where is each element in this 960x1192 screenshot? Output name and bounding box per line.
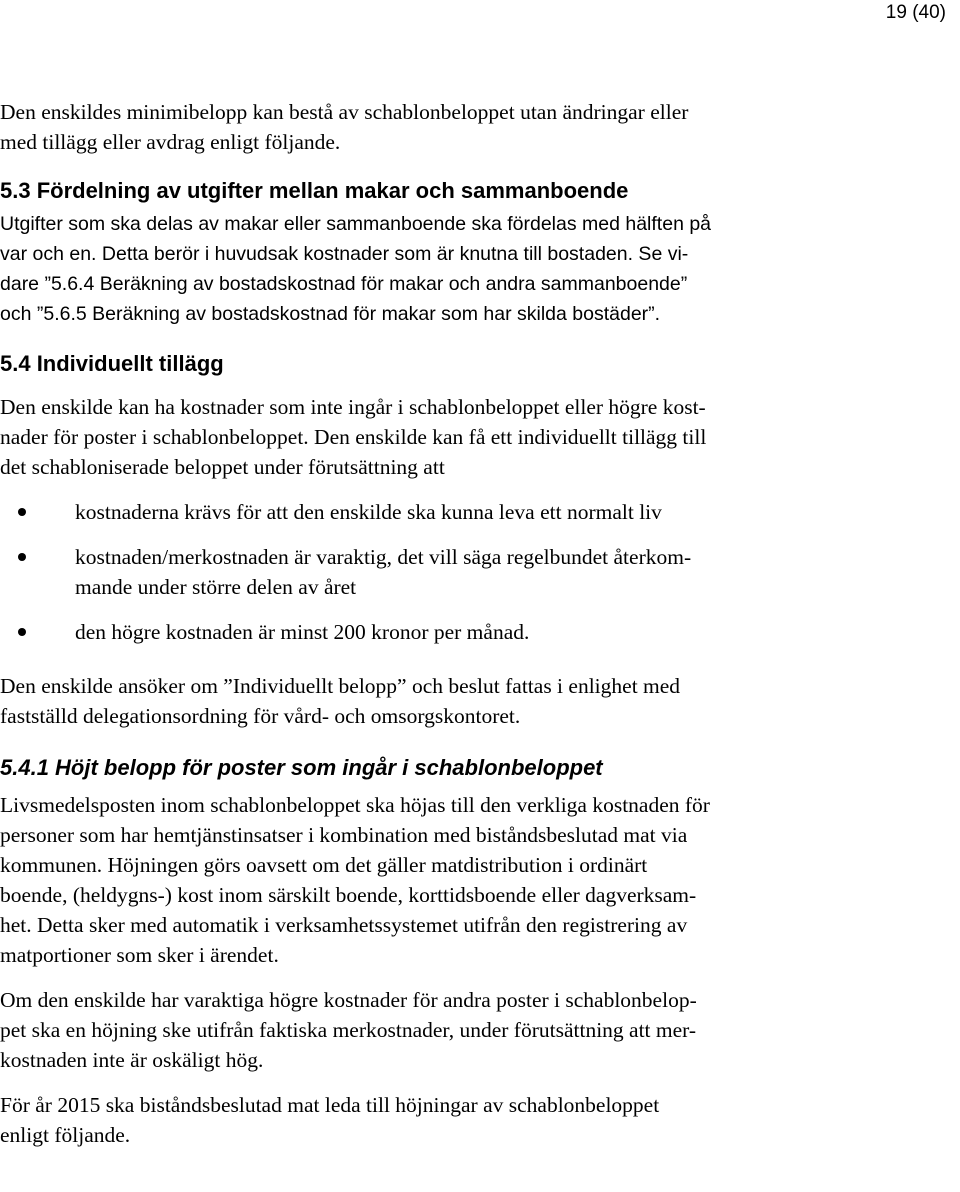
application-paragraph — [0, 671, 930, 731]
section-heading-5-4: 5.4 Individuellt tillägg — [0, 351, 224, 376]
text-line: het. Detta sker med automatik i verksamhetssystemet utifrån den registrering av — [0, 913, 688, 937]
section-5-3-paragraph — [0, 209, 930, 329]
bullet-icon — [18, 628, 26, 636]
extra-cost-paragraph — [0, 985, 930, 1075]
text-line: det schabloniserade beloppet under förutsättning att — [0, 455, 445, 479]
text-line: fastställd delegationsordning för vård- och omsorgskontoret. — [0, 704, 521, 728]
text-line: boende, (heldygns-) kost inom särskilt boende, korttidsboende eller dagverksam- — [0, 883, 697, 907]
text-line: var och en. Detta berör i huvudsak kostnader som är knutna till bostaden. Se vi- — [0, 243, 689, 265]
bullet-icon — [18, 553, 26, 561]
list-item — [0, 497, 930, 527]
text-line: den högre kostnaden är minst 200 kronor per månad. — [75, 620, 530, 644]
list-item — [0, 542, 930, 602]
text-line: personer som har hemtjänstinsatser i kombination med biståndsbeslutad mat via — [0, 823, 688, 847]
text-line: kommunen. Höjningen görs oavsett om det gäller matdistribution i ordinärt — [0, 853, 648, 877]
text-line: matportioner som sker i ärendet. — [0, 943, 279, 967]
intro-paragraph — [0, 97, 930, 157]
text-line: Den enskilde ansöker om ”Individuellt belopp” och beslut fattas i enlighet med — [0, 674, 681, 698]
section-5-4-paragraph — [0, 392, 930, 482]
text-line: För år 2015 ska biståndsbeslutad mat leda till höjningar av schablonbeloppet — [0, 1093, 660, 1117]
condition-list — [0, 497, 930, 647]
section-heading-5-4-1: 5.4.1 Höjt belopp för poster som ingår i schablonbeloppet — [0, 755, 603, 780]
text-line: Den enskilde kan ha kostnader som inte ingår i schablonbeloppet eller högre kost- — [0, 395, 706, 419]
page-number: 19 (40) — [885, 2, 946, 23]
text-line: Utgifter som ska delas av makar eller sammanboende ska fördelas med hälften på — [0, 213, 712, 235]
year-2015-paragraph — [0, 1090, 930, 1150]
text-line: kostnaden/merkostnaden är varaktig, det vill säga regelbundet återkom- — [75, 545, 692, 569]
text-line: nader för poster i schablonbeloppet. Den enskilde kan få ett individuellt tillägg till — [0, 425, 707, 449]
text-line: enligt följande. — [0, 1123, 131, 1147]
text-line: och ”5.6.5 Beräkning av bostadskostnad för makar som har skilda bostäder”. — [0, 303, 661, 325]
text-line: Om den enskilde har varaktiga högre kostnader för andra poster i schablonbelop- — [0, 988, 697, 1012]
text-line: dare ”5.6.4 Beräkning av bostadskostnad för makar och andra sammanboende” — [0, 273, 688, 295]
text-line: Den enskildes minimibelopp kan bestå av schablonbeloppet utan ändringar eller — [0, 100, 689, 124]
text-line: kostnaden inte är oskäligt hög. — [0, 1048, 264, 1072]
text-line: kostnaderna krävs för att den enskilde ska kunna leva ett normalt liv — [75, 500, 662, 524]
text-line: pet ska en höjning ske utifrån faktiska merkostnader, under förutsättning att mer- — [0, 1018, 697, 1042]
text-line: Livsmedelsposten inom schablonbeloppet ska höjas till den verkliga kostnaden för — [0, 793, 710, 817]
section-heading-5-3: 5.3 Fördelning av utgifter mellan makar och sammanboende — [0, 178, 629, 203]
food-cost-paragraph — [0, 790, 930, 970]
text-line: med tillägg eller avdrag enligt följande. — [0, 130, 341, 154]
bullet-icon — [18, 508, 26, 516]
list-item — [0, 617, 930, 647]
text-line: mande under större delen av året — [75, 575, 357, 599]
document-body — [0, 97, 930, 1150]
